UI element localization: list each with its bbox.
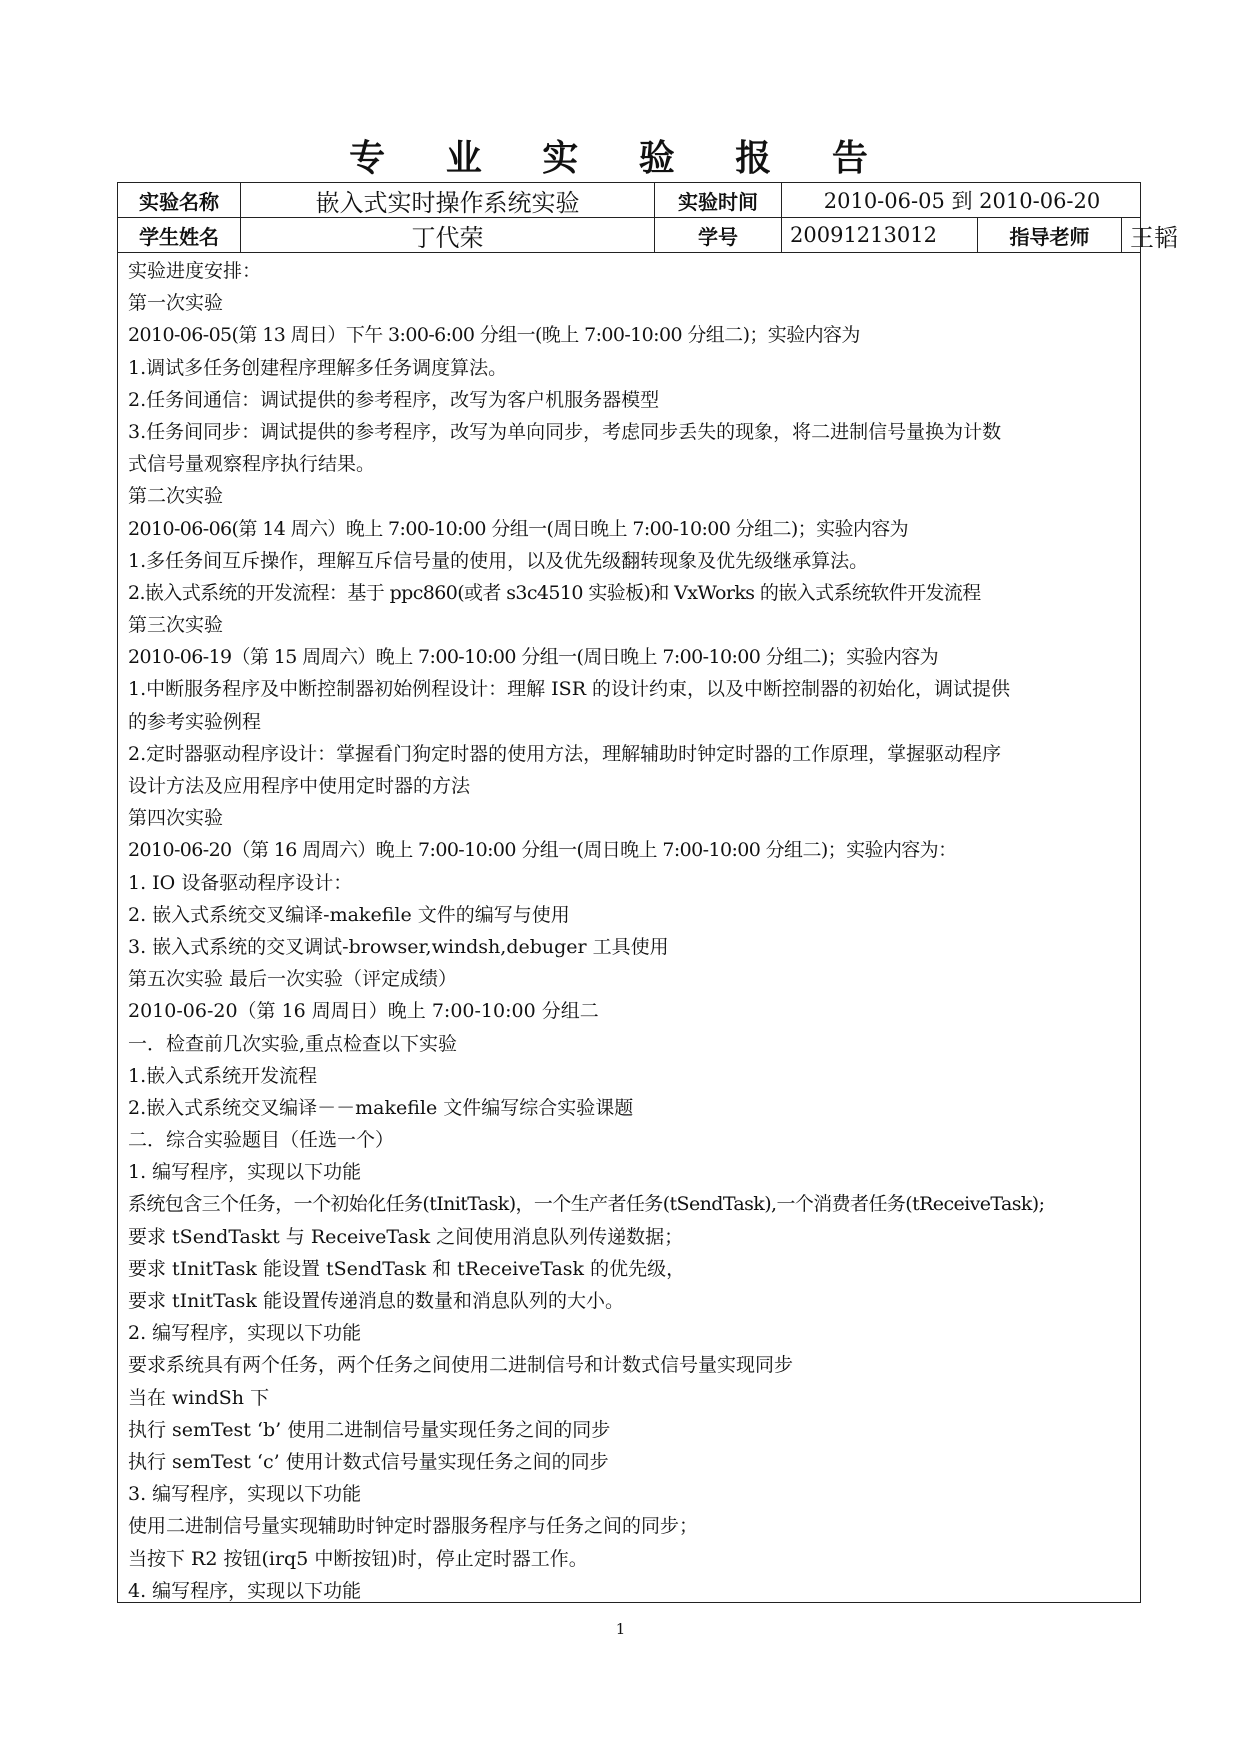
content-line: 要求 tInitTask 能设置 tSendTask 和 tReceiveTask 的优先级， (128, 1257, 686, 1280)
content-line: 系统包含三个任务，一个初始化任务(tInitTask)，一个生产者任务(tSendTask),一个消费者任务(tReceiveTask); (128, 1193, 1045, 1216)
content-line: 一．检查前几次实验,重点检查以下实验 (128, 1032, 458, 1055)
content-line: 1. IO 设备驱动程序设计： (128, 871, 353, 894)
content-line: 第四次实验 (128, 807, 224, 830)
content-line: 的参考实验例程 (128, 710, 262, 733)
content-line: 4. 编写程序，实现以下功能 (128, 1579, 362, 1602)
content-line: 1.调试多任务创建程序理解多任务调度算法。 (128, 356, 508, 379)
content-line: 3.任务间同步：调试提供的参考程序，改写为单向同步，考虑同步丢失的现象，将二进制信号量换为计数 (128, 420, 1002, 443)
content-line: 2.任务间通信：调试提供的参考程序，改写为客户机服务器模型 (128, 388, 660, 411)
content-line: 设计方法及应用程序中使用定时器的方法 (128, 775, 471, 797)
content-line: 二．综合实验题目（任选一个） (128, 1129, 395, 1152)
content-line: 执行 semTest ‘b’ 使用二进制信号量实现任务之间的同步 (128, 1418, 611, 1441)
content-line: 要求 tSendTaskt 与 ReceiveTask 之间使用消息队列传递数据； (128, 1225, 684, 1248)
content-line: 1. 编写程序，实现以下功能 (128, 1161, 362, 1184)
page-number: 1 (615, 1620, 626, 1638)
label-student-id: 学号 (655, 218, 782, 252)
page-title: 专 业 实 验 报 告 (349, 138, 892, 179)
content-line: 第三次实验 (128, 614, 224, 637)
content-line: 使用二进制信号量实现辅助时钟定时器服务程序与任务之间的同步； (128, 1515, 699, 1538)
student-name: 丁代荣 (241, 218, 655, 252)
header-row-2 (118, 218, 1178, 253)
report-table (117, 182, 1178, 1603)
content-line: 要求系统具有两个任务，两个任务之间使用二进制信号和计数式信号量实现同步 (128, 1354, 794, 1377)
content-line: 1.嵌入式系统开发流程 (128, 1064, 318, 1087)
content-line: 第二次实验 (128, 485, 224, 508)
content-line: 1.中断服务程序及中断控制器初始例程设计：理解 ISR 的设计约束，以及中断控制器的初始化，调试提供 (128, 678, 1011, 701)
content-line: 2010-06-05(第 13 周日）下午 3:00-6:00 分组一(晚上 7:00-10:00 分组二)；实验内容为 (128, 324, 860, 347)
content-line: 执行 semTest ‘c’ 使用计数式信号量实现任务之间的同步 (128, 1450, 609, 1473)
content-line: 2. 编写程序，实现以下功能 (128, 1322, 362, 1345)
content-line: 3. 编写程序，实现以下功能 (128, 1483, 362, 1506)
content-line: 当在 windSh 下 (128, 1386, 270, 1409)
label-teacher: 指导老师 (978, 218, 1122, 252)
label-student-name: 学生姓名 (118, 218, 241, 252)
content-line: 当按下 R2 按钮(irq5 中断按钮)时，停止定时器工作。 (128, 1547, 588, 1570)
experiment-name: 嵌入式实时操作系统实验 (241, 183, 655, 217)
content-line: 第一次实验 (128, 292, 224, 315)
content-line: 2.定时器驱动程序设计：掌握看门狗定时器的使用方法，理解辅助时钟定时器的工作原理，掌握驱动程序 (128, 742, 1002, 765)
content-line: 式信号量观察程序执行结果。 (128, 453, 376, 476)
content-line: 2. 嵌入式系统交叉编译-makefile 文件的编写与使用 (128, 903, 570, 926)
content-line: 2010-06-19（第 15 周周六）晚上 7:00-10:00 分组一(周日晚上 7:00-10:00 分组二)；实验内容为 (128, 646, 939, 669)
content-line: 1.多任务间互斥操作，理解互斥信号量的使用，以及优先级翻转现象及优先级继承算法。 (128, 549, 869, 572)
content-line: 2.嵌入式系统交叉编译－－makefile 文件编写综合实验课题 (128, 1096, 634, 1119)
label-experiment-name: 实验名称 (118, 183, 241, 217)
schedule-content (128, 255, 1130, 1607)
content-line: 3. 嵌入式系统的交叉调试-browser,windsh,debuger 工具使用 (128, 935, 669, 958)
teacher-name: 王韬 (1130, 223, 1178, 252)
content-line: 2.嵌入式系统的开发流程：基于 ppc860(或者 s3c4510 实验板)和 VxWorks 的嵌入式系统软件开发流程 (128, 581, 981, 604)
experiment-time: 2010-06-05 到 2010-06-20 (823, 189, 1101, 213)
content-line: 第五次实验 最后一次实验（评定成绩） (128, 968, 458, 991)
header-row-1 (118, 183, 1140, 218)
content-line: 2010-06-06(第 14 周六）晚上 7:00-10:00 分组一(周日晚上 7:00-10:00 分组二)；实验内容为 (128, 517, 909, 540)
content-line: 实验进度安排： (128, 260, 262, 282)
student-id: 20091213012 (782, 218, 978, 252)
label-experiment-time: 实验时间 (655, 183, 782, 217)
content-line: 要求 tInitTask 能设置传递消息的数量和消息队列的大小。 (128, 1290, 624, 1312)
content-line: 2010-06-20（第 16 周周六）晚上 7:00-10:00 分组一(周日晚上 7:00-10:00 分组二)；实验内容为： (128, 839, 957, 862)
content-line: 2010-06-20（第 16 周周日）晚上 7:00-10:00 分组二 (128, 1000, 599, 1023)
